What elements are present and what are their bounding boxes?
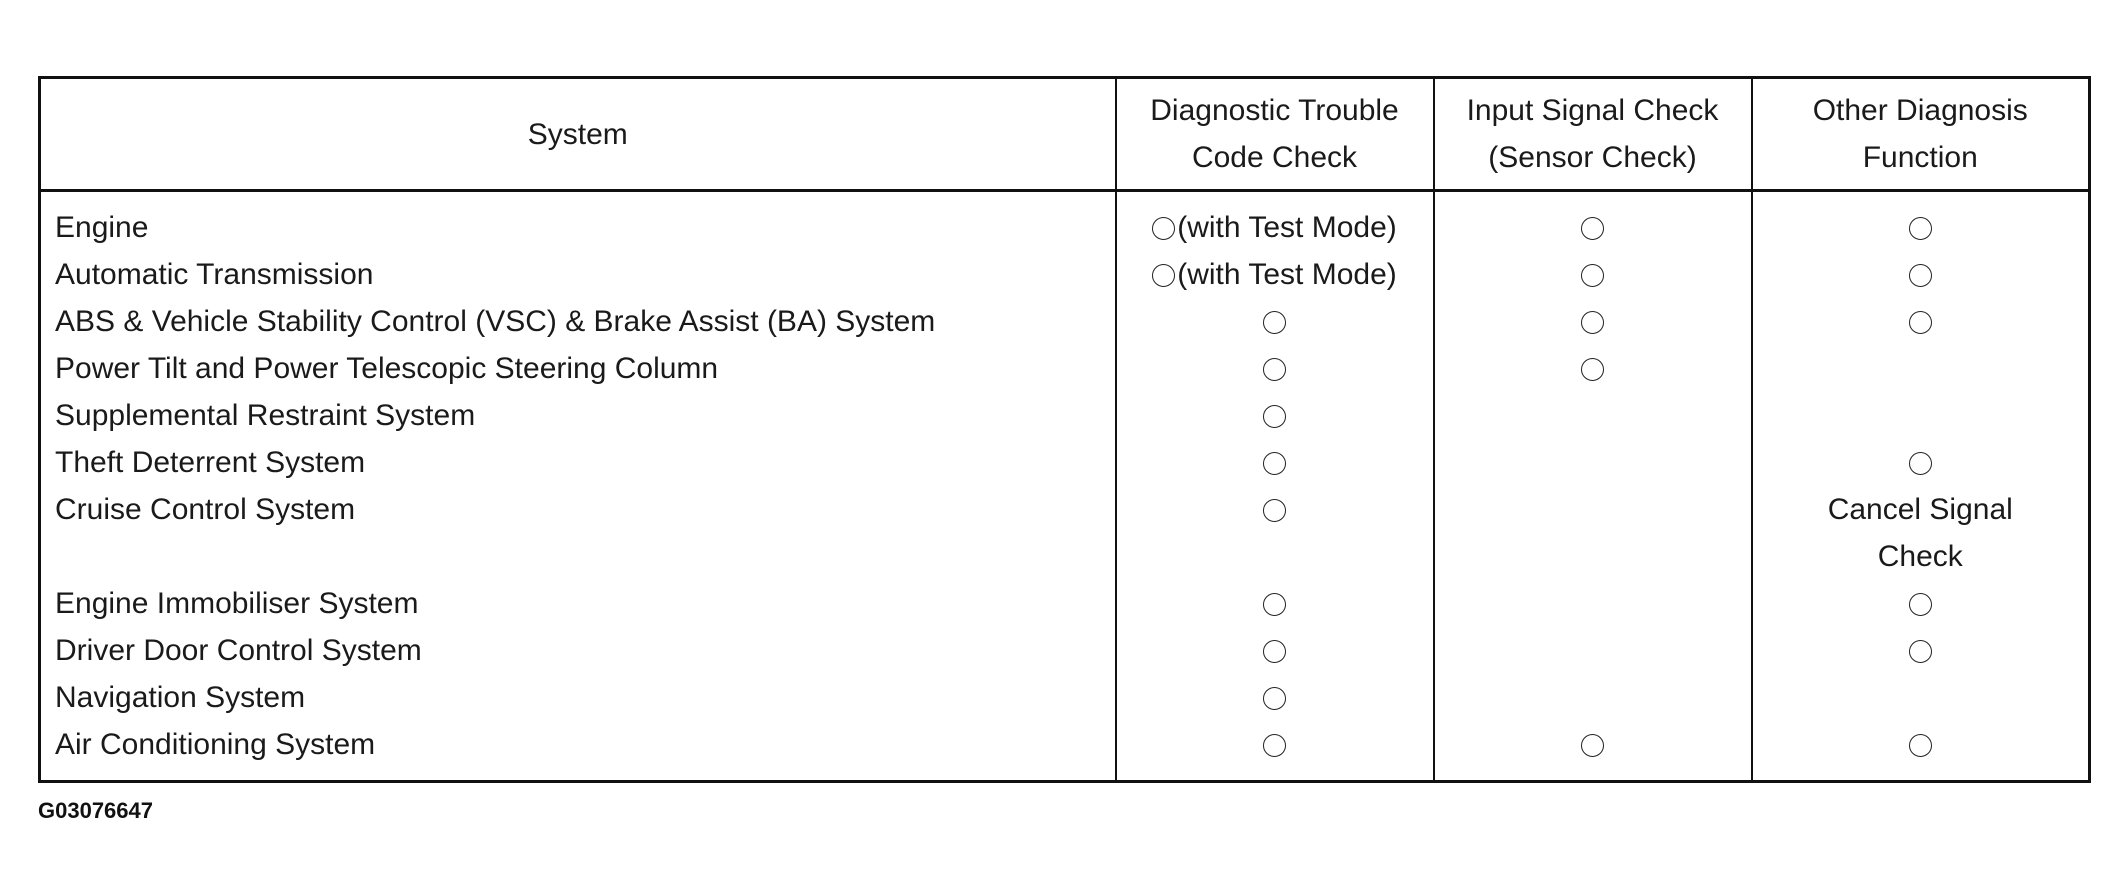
input-signal-check-cell (1434, 721, 1752, 782)
other-function-text: Cancel Signal (1827, 493, 2013, 526)
check-circle-icon (1581, 217, 1604, 240)
other-diagnosis-cell (1752, 580, 2090, 627)
check-circle-icon (1909, 311, 1932, 334)
dtc-check-cell (1116, 298, 1434, 345)
table-row (40, 674, 2090, 721)
input-signal-check-cell (1434, 439, 1752, 486)
check-circle-icon (1263, 358, 1286, 381)
dtc-check-cell (1116, 392, 1434, 439)
table-row (40, 486, 2090, 533)
table-row (40, 392, 2090, 439)
check-circle-icon (1263, 734, 1286, 757)
table-row (40, 580, 2090, 627)
dtc-check-cell (1116, 191, 1434, 252)
check-circle-icon (1263, 311, 1286, 334)
input-signal-check-cell (1434, 191, 1752, 252)
dtc-check-cell (1116, 439, 1434, 486)
other-diagnosis-cell (1752, 721, 2090, 782)
header-input-signal-check: Input Signal Check (Sensor Check) (1434, 78, 1752, 191)
system-name-cell: Driver Door Control System (40, 627, 1116, 674)
system-name-cell: Supplemental Restraint System (40, 392, 1116, 439)
system-name-cell: Navigation System (40, 674, 1116, 721)
dtc-check-cell (1116, 486, 1434, 533)
table-row (40, 298, 2090, 345)
check-circle-icon (1909, 640, 1932, 663)
input-signal-check-cell (1434, 674, 1752, 721)
dtc-check-cell (1116, 580, 1434, 627)
input-signal-check-cell (1434, 251, 1752, 298)
check-circle-icon (1909, 452, 1932, 475)
check-circle-icon (1263, 687, 1286, 710)
table-row (40, 721, 2090, 782)
table-row (40, 533, 2090, 580)
check-circle-icon (1581, 311, 1604, 334)
other-diagnosis-cell (1752, 298, 2090, 345)
input-signal-check-cell (1434, 533, 1752, 580)
check-circle-icon (1581, 358, 1604, 381)
other-function-text: Check (1877, 540, 1963, 573)
check-circle-icon (1263, 452, 1286, 475)
system-name-cell: ABS & Vehicle Stability Control (VSC) & Brake Assist (BA) System (40, 298, 1116, 345)
table-row (40, 439, 2090, 486)
figure-id: G03076647 (38, 798, 153, 823)
other-diagnosis-cell (1752, 392, 2090, 439)
table-row (40, 627, 2090, 674)
header-other-diagnosis: Other Diagnosis Function (1752, 78, 2090, 191)
dtc-check-cell (1116, 674, 1434, 721)
check-circle-icon (1909, 217, 1932, 240)
system-name-cell: Cruise Control System (40, 486, 1116, 533)
dtc-check-cell (1116, 345, 1434, 392)
check-circle-icon (1263, 593, 1286, 616)
other-diagnosis-cell (1752, 627, 2090, 674)
other-diagnosis-cell (1752, 674, 2090, 721)
system-name-cell: Engine Immobiliser System (40, 580, 1116, 627)
test-mode-note: (with Test Mode) (1177, 258, 1397, 291)
input-signal-check-cell (1434, 580, 1752, 627)
input-signal-check-cell (1434, 345, 1752, 392)
header-system: System (40, 78, 1116, 191)
other-diagnosis-cell (1752, 191, 2090, 252)
check-circle-icon (1909, 264, 1932, 287)
system-name-cell: Power Tilt and Power Telescopic Steering Column (40, 345, 1116, 392)
other-diagnosis-cell (1752, 345, 2090, 392)
table-row (40, 345, 2090, 392)
input-signal-check-cell (1434, 627, 1752, 674)
check-circle-icon (1263, 499, 1286, 522)
other-diagnosis-cell (1752, 533, 2090, 580)
test-mode-note: (with Test Mode) (1177, 211, 1397, 244)
table-row (40, 251, 2090, 298)
other-diagnosis-cell (1752, 251, 2090, 298)
check-circle-icon (1581, 264, 1604, 287)
check-circle-icon (1152, 264, 1175, 287)
check-circle-icon (1909, 734, 1932, 757)
header-dtc-check: Diagnostic Trouble Code Check (1116, 78, 1434, 191)
table-row (40, 191, 2090, 252)
system-name-cell: Air Conditioning System (40, 721, 1116, 782)
dtc-check-cell (1116, 251, 1434, 298)
dtc-check-cell (1116, 721, 1434, 782)
input-signal-check-cell (1434, 298, 1752, 345)
check-circle-icon (1152, 217, 1175, 240)
other-diagnosis-cell (1752, 486, 2090, 533)
check-circle-icon (1263, 640, 1286, 663)
check-circle-icon (1581, 734, 1604, 757)
system-name-cell (40, 533, 1116, 580)
system-name-cell: Engine (40, 191, 1116, 252)
dtc-check-cell (1116, 627, 1434, 674)
system-name-cell: Automatic Transmission (40, 251, 1116, 298)
input-signal-check-cell (1434, 392, 1752, 439)
diagnosis-table (38, 76, 2091, 783)
other-diagnosis-cell (1752, 439, 2090, 486)
table-body (40, 191, 2090, 782)
dtc-check-cell (1116, 533, 1434, 580)
check-circle-icon (1263, 405, 1286, 428)
system-name-cell: Theft Deterrent System (40, 439, 1116, 486)
input-signal-check-cell (1434, 486, 1752, 533)
header-row (40, 78, 2090, 191)
check-circle-icon (1909, 593, 1932, 616)
